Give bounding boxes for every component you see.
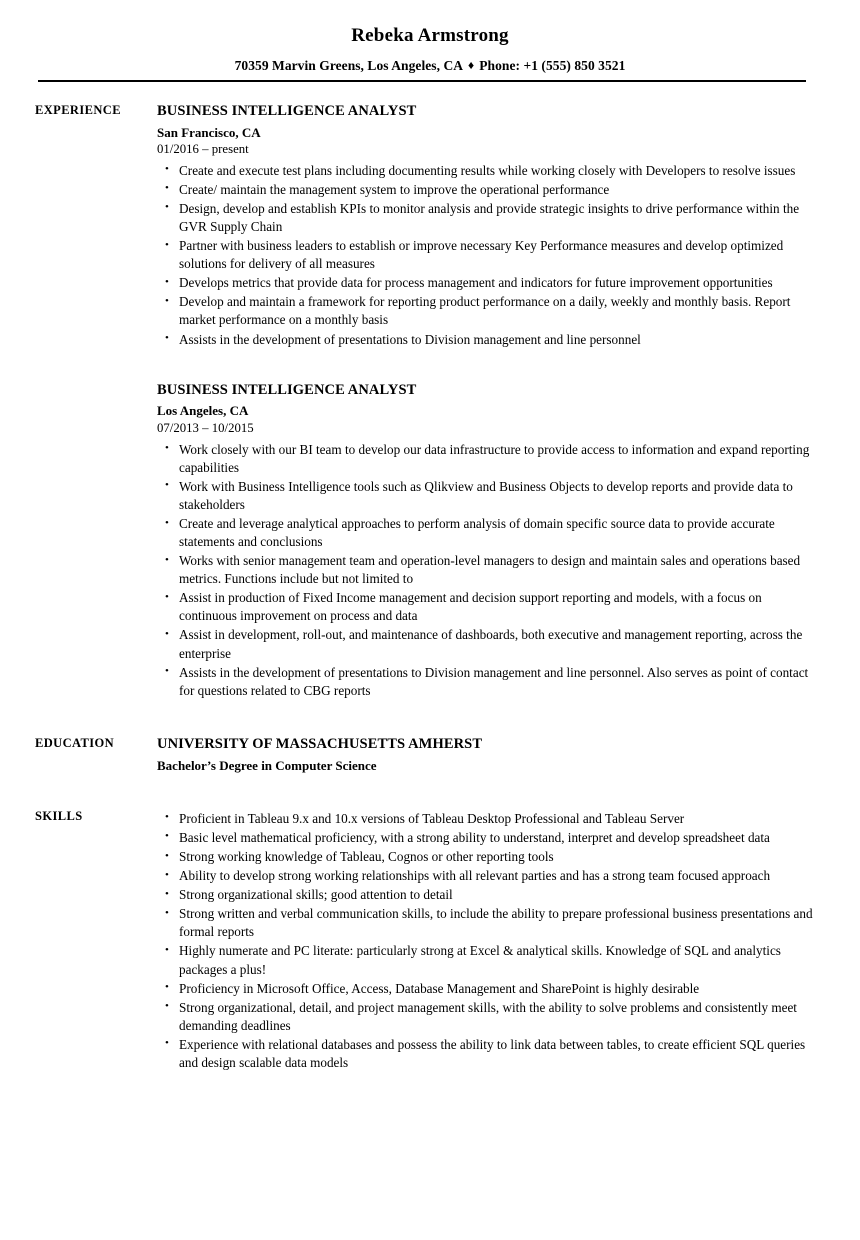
job-dates: 01/2016 – present xyxy=(157,141,249,156)
section-label-education: EDUCATION xyxy=(35,735,115,750)
education-section xyxy=(0,735,860,774)
section-label-experience: EXPERIENCE xyxy=(35,102,121,117)
resume-header xyxy=(0,0,860,82)
job-entry xyxy=(157,102,822,349)
job-dates: 07/2013 – 10/2015 xyxy=(157,420,254,435)
contact-line xyxy=(0,58,860,74)
job-bullet: • Assist in production of Fixed Income management and decision support reporting and models, with a focus on continuous improvement on process and data xyxy=(157,589,822,625)
education-degree: Bachelor’s Degree in Computer Science xyxy=(157,757,377,773)
education-school: UNIVERSITY OF MASSACHUSETTS AMHERST xyxy=(157,735,483,752)
skill-bullet: • Strong working knowledge of Tableau, Cognos or other reporting tools xyxy=(157,848,822,866)
job-bullet: • Develop and maintain a framework for reporting product performance on a daily, weekly and monthly basis. Report market performance on a monthly basis xyxy=(157,293,822,329)
skill-bullet: • Proficiency in Microsoft Office, Access, Database Management and SharePoint is highly desirable xyxy=(157,980,822,998)
experience-body xyxy=(157,102,860,700)
skill-bullet: • Strong organizational skills; good attention to detail xyxy=(157,886,822,904)
job-bullet: • Works with senior management team and operation-level managers to design and maintain sales and operations based metrics. Functions include but not limited to xyxy=(157,552,822,588)
job-entry xyxy=(157,381,822,700)
skill-bullet: • Experience with relational databases and possess the ability to link data between tables, to create efficient SQL queries and design scalable data models xyxy=(157,1036,822,1072)
candidate-name: Rebeka Armstrong xyxy=(351,25,509,46)
job-bullet: • Work with Business Intelligence tools such as Qlikview and Business Objects to develop reports and provide data to stakeholders xyxy=(157,478,822,514)
header-divider xyxy=(38,80,806,82)
section-label-skills: SKILLS xyxy=(35,808,83,823)
experience-section xyxy=(0,102,860,700)
job-bullet: • Partner with business leaders to establish or improve necessary Key Performance measures and develop optimized solutions for delivery of all measures xyxy=(157,237,822,273)
skill-bullet: • Strong written and verbal communication skills, to include the ability to prepare professional business presentations and formal reports xyxy=(157,905,822,941)
job-bullet: • Create and leverage analytical approaches to perform analysis of domain specific source data to provide accurate statements and conclusions xyxy=(157,515,822,551)
job-bullet: • Develops metrics that provide data for process management and indicators for future improvement opportunities xyxy=(157,274,822,292)
job-bullet: • Assist in development, roll-out, and maintenance of dashboards, both executive and management reporting, across the enterprise xyxy=(157,626,822,662)
job-location: Los Angeles, CA xyxy=(157,403,249,419)
skills-section xyxy=(0,809,860,1072)
skill-bullet: • Ability to develop strong working relationships with all relevant parties and has a strong team focused approach xyxy=(157,867,822,885)
job-title: BUSINESS INTELLIGENCE ANALYST xyxy=(157,102,417,119)
education-body xyxy=(157,735,860,774)
skill-bullet: • Highly numerate and PC literate: particularly strong at Excel & analytical skills. Knowledge of SQL and analytics packages a plus! xyxy=(157,942,822,978)
diamond-separator-icon: ♦ xyxy=(468,57,475,72)
job-bullet: • Design, develop and establish KPIs to monitor analysis and provide strategic insights to drive performance within the GVR Supply Chain xyxy=(157,200,822,236)
job-bullet-list xyxy=(157,162,822,349)
job-bullet: • Work closely with our BI team to develop our data infrastructure to provide access to information and expand reporting capabilities xyxy=(157,441,822,477)
skills-body xyxy=(157,809,860,1072)
job-bullet: • Assists in the development of presentations to Division management and line personnel xyxy=(157,331,822,349)
skills-bullet-list xyxy=(157,810,822,1072)
job-bullet-list xyxy=(157,441,822,700)
job-title: BUSINESS INTELLIGENCE ANALYST xyxy=(157,381,417,398)
contact-address: 70359 Marvin Greens, Los Angeles, CA xyxy=(234,57,464,73)
job-location: San Francisco, CA xyxy=(157,124,261,140)
job-bullet: • Create/ maintain the management system to improve the operational performance xyxy=(157,181,822,199)
skill-bullet: • Proficient in Tableau 9.x and 10.x versions of Tableau Desktop Professional and Tableau Server xyxy=(157,810,822,828)
contact-phone: Phone: +1 (555) 850 3521 xyxy=(479,57,626,73)
job-bullet: • Assists in the development of presentations to Division management and line personnel. Also serves as point of contact for questions related to CBG reports xyxy=(157,664,822,700)
skill-bullet: • Basic level mathematical proficiency, with a strong ability to understand, interpret and develop spreadsheet data xyxy=(157,829,822,847)
skill-bullet: • Strong organizational, detail, and project management skills, with the ability to solve problems and consistently meet demanding deadlines xyxy=(157,999,822,1035)
job-bullet: • Create and execute test plans including documenting results while working closely with Developers to resolve issues xyxy=(157,162,822,180)
